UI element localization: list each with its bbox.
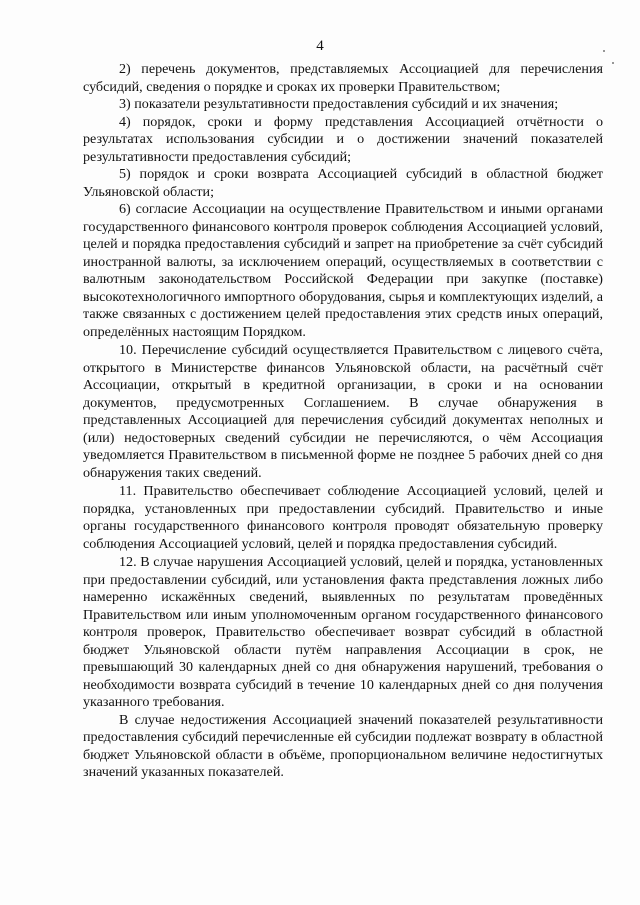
paragraph-underachievement: В случае недостижения Ассоциацией значений показателей результативности предоставления субсидий перечисленные ей субсидии подлежат возврату в областной бюджет Ульяновской области в объёме, пропорциональном величине недостигнутых значений указанных показателей. [83, 711, 603, 780]
paragraph-item-5: 5) порядок и сроки возврата Ассоциацией субсидий в областной бюджет Ульяновской области; [83, 166, 603, 200]
paragraph-clause-10: 10. Перечисление субсидий осуществляется Правительством с лицевого счёта, открытого в Министерстве финансов Ульяновской области, на расчётный счёт Ассоциации, открытый в кредитной организации, в сроки и на основании документов, предусмотренных Соглашением. В случае обнаружения в представленных Ассоциацией для перечисления субсидий документах неполных и (или) недостоверных сведений субсидии не перечисляются, о чём Ассоциация уведомляется Правительством в письменной форме не позднее 5 рабочих дней со дня обнаружения таких сведений. [83, 342, 603, 481]
paragraph-item-6: 6) согласие Ассоциации на осуществление Правительством и иными органами государственного финансового контроля проверок соблюдения Ассоциацией условий, целей и порядка предоставления субсидий и запрет на приобретение за счёт субсидий иностранной валюты, за исключением операций, осуществляемых в соответствии с валютным законодательством Российской Федерации при закупке (поставке) высокотехнологичного импортного оборудования, сырья и комплектующих изделий, а также связанных с достижением целей предоставления этих средств иных операций, определённых настоящим Порядком. [83, 201, 603, 340]
page-number: 4 [316, 38, 324, 54]
paragraph-clause-12: 12. В случае нарушения Ассоциацией условий, целей и порядка, установленных при предоставлении субсидий, или установления факта представления ложных либо намеренно искажённых сведений, выявленных по результатам проведённых Правительством или иным уполномоченным органом государственного финансового контроля проверок, Правительство обеспечивает возврат субсидий в областной бюджет Ульяновской области путём направления Ассоциации в срок, не превышающий 30 календарных дней со дня обнаружения нарушений, требования о необходимости возврата субсидий в течение 10 календарных дней со дня получения указанного требования. [83, 554, 603, 710]
paragraph-clause-11: 11. Правительство обеспечивает соблюдение Ассоциацией условий, целей и порядка, установленных при предоставлении субсидий. Правительство и иные органы государственного финансового контроля проводят обязательную проверку соблюдения Ассоциацией условий, целей и порядка предоставления субсидий. [83, 483, 603, 552]
document-body [83, 61, 603, 782]
paragraph-item-2: 2) перечень документов, представляемых Ассоциацией для перечисления субсидий, сведения о порядке и сроках их проверки Правительством; [83, 61, 603, 95]
paragraph-item-4: 4) порядок, сроки и форму представления Ассоциацией отчётности о результатах использования субсидии и о достижении значений показателей результативности предоставления субсидий; [83, 113, 603, 165]
paragraph-item-3: 3) показатели результативности предоставления субсидий и их значения; [119, 96, 559, 112]
scan-speck [612, 62, 614, 64]
